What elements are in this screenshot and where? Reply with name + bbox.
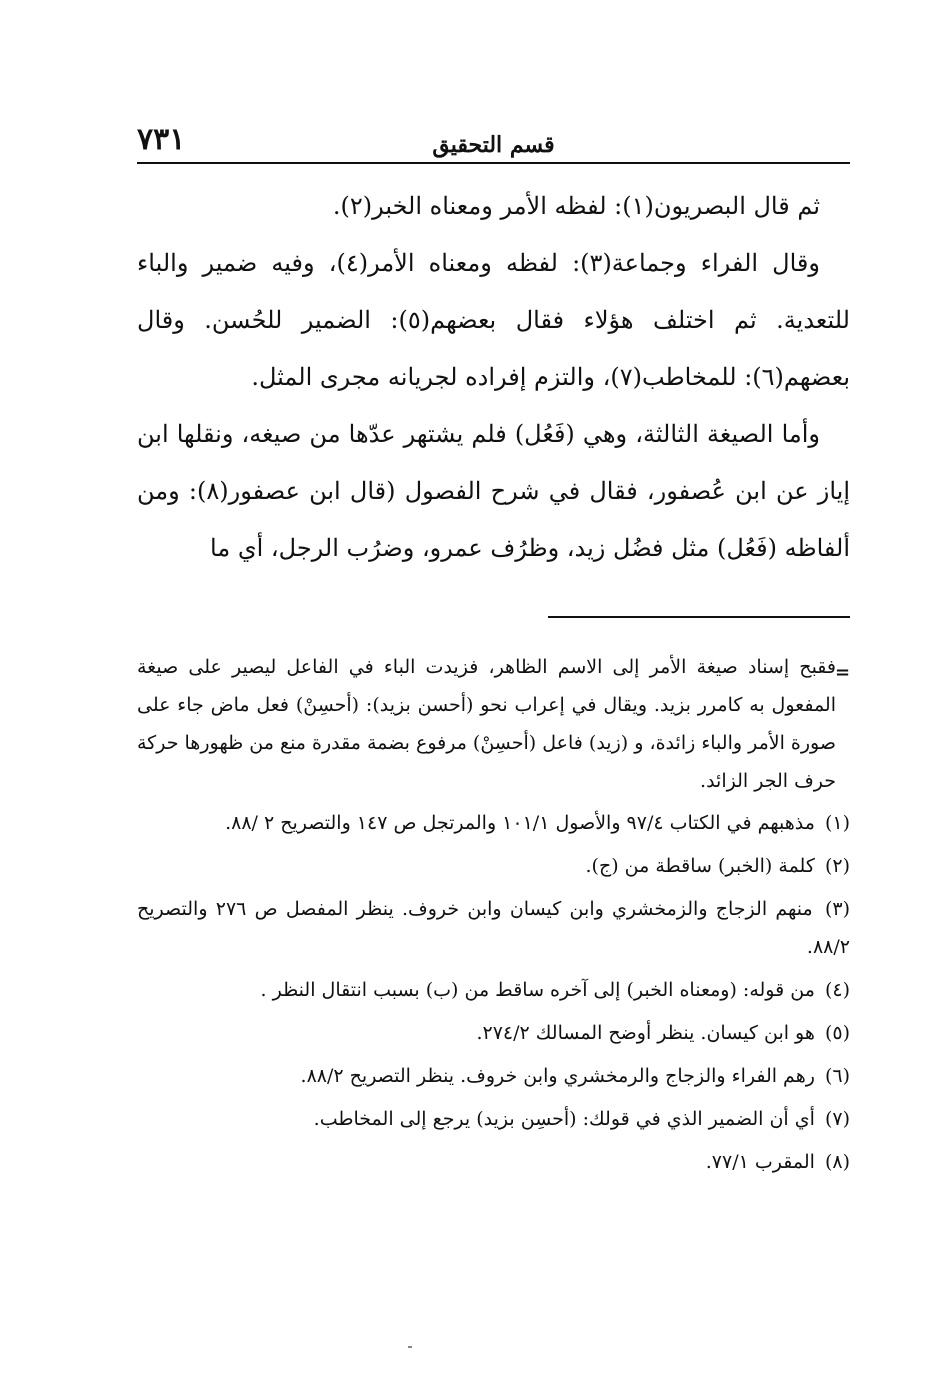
footnote-text: مذهبهم في الكتاب ٩٧/٤ والأصول ١٠١/١ والمرتجل ص ١٤٧ والتصريح ٢ /٨٨.: [225, 812, 815, 834]
continuation-mark: =: [835, 662, 851, 683]
footnote: [137, 971, 850, 1009]
footnote-text: من قوله: (ومعناه الخبر) إلى آخره ساقط من (ب) بسبب انتقال النظر .: [260, 979, 815, 1001]
footnote: [137, 847, 850, 885]
footnote-text: المقرب ٧٧/١.: [705, 1151, 815, 1173]
footnote-number: (٤): [824, 979, 850, 1001]
footnote-number: (٥): [824, 1022, 850, 1044]
footnote-number: (٦): [824, 1065, 850, 1087]
paragraph: وأما الصيغة الثالثة، وهي (فَعُل) فلم يشتهر عدّها من صيغه، ونقلها ابن إياز عن ابن عُصفور، فقال في شرح الفصول (قال ابن عصفور(٨): ومن ألفاظه (فَعُل) مثل فضُل زيد، وظرُف عمرو، وضرُب الرجل، أي ما: [137, 420, 850, 562]
scan-speck: [408, 1346, 412, 1348]
footnote-number: (٨): [824, 1151, 850, 1173]
footnote: [137, 1057, 850, 1095]
footnote: [137, 804, 850, 842]
section-title: قسم التحقيق: [432, 132, 555, 158]
footnote-number: (٢): [824, 855, 850, 877]
footnote-number: (٧): [824, 1108, 850, 1130]
footnote: [137, 1014, 850, 1052]
main-text: [137, 178, 850, 577]
footnote-text: رهم الفراء والزجاج والرمخشري وابن خروف. ينظر التصريح ٨٨/٢.: [300, 1065, 815, 1087]
footnote-number: (١): [824, 812, 850, 834]
footnotes: [137, 648, 850, 1186]
page-header: [137, 120, 850, 164]
footnote-text: منهم الزجاج والزمخشري وابن كيسان وابن خروف. ينظر المفصل ص ٢٧٦ والتصريح ٨٨/٢.: [137, 898, 850, 958]
paragraph: وقال الفراء وجماعة(٣): لفظه ومعناه الأمر(٤)، وفيه ضمير والباء للتعدية. ثم اختلف هؤلاء فقال بعضهم(٥): الضمير للحُسن. وقال بعضهم(٦): للمخاطب(٧)، والتزم إفراده لجريانه مجرى المثل.: [137, 249, 850, 391]
footnote-text: أي أن الضمير الذي في قولك: (أحسِن بزيد) يرجع إلى المخاطب.: [313, 1108, 815, 1130]
footnote-continuation: فقبح إسناد صيغة الأمر إلى الاسم الظاهر، فزيدت الباء في الفاعل ليصير على صيغة المفعول به كامرر بزيد. ويقال في إعراب نحو (أحسن بزيد): (أحسِنْ) فعل ماض جاء على صورة الأمر والباء زائدة، و (زيد) فاعل (أحسِنْ) مرفوع بضمة مقدرة منع من ظهورها حركة حرف الجر الزائد.: [137, 656, 836, 792]
footnote-number: (٣): [824, 898, 850, 920]
footnote-text: هو ابن كيسان. ينظر أوضح المسالك ٢٧٤/٢.: [476, 1022, 815, 1044]
paragraph: ثم قال البصريون(١): لفظه الأمر ومعناه الخبر(٢).: [332, 192, 820, 220]
footnote: [137, 1143, 850, 1181]
footnote: [137, 890, 850, 966]
footnote-text: كلمة (الخبر) ساقطة من (ج).: [585, 855, 815, 877]
footnote: [137, 1100, 850, 1138]
page-number: ٧٣١: [137, 122, 186, 157]
footnote-separator: [548, 616, 850, 618]
